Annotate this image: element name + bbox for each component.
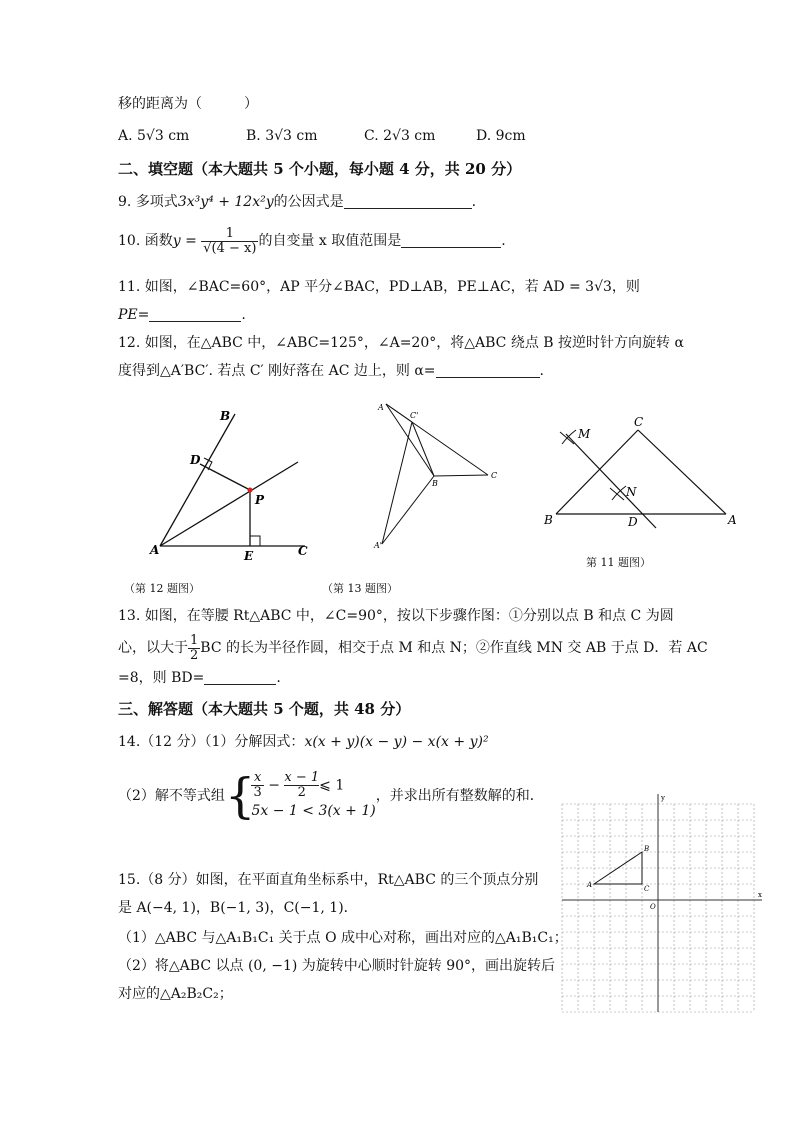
q9-post: 的公因式是 (273, 194, 344, 210)
q11-answer-blank[interactable] (149, 307, 241, 322)
q13-frac-num: 1 (190, 632, 199, 648)
fig3-label-d: D (628, 515, 638, 529)
q8-tail: 移的距离为（ ） (118, 96, 258, 112)
q13-line2 (118, 632, 708, 664)
fig1-label-e: E (244, 549, 254, 563)
fig3-caption: 第 11 题图） (586, 556, 651, 569)
fig1-label-c: C (298, 544, 308, 558)
q14-frac-a (251, 771, 263, 800)
q14-part1-label: 14.（12 分）（1）分解因式： (118, 734, 305, 750)
q13-frac-den: 2 (190, 647, 199, 663)
q13-line1 (118, 606, 674, 626)
q9-pre: 多项式 (135, 194, 178, 210)
q14-ineq1: $\frac{x}{3}$ − $\frac{x - 1}{2}$ ⩽ 1 (253, 769, 345, 800)
fig2-label-a: A (378, 403, 384, 412)
q14-frac-a-den: 3 (253, 784, 262, 800)
q14-system (251, 771, 375, 822)
q10 (118, 224, 506, 258)
section3-heading: 三、解答题（本大题共 5 个题，共 48 分） (118, 700, 411, 718)
fig3-label-a: A (728, 513, 737, 527)
q9-number: 9. (118, 194, 132, 210)
q14-ineq2 (251, 800, 375, 822)
figure-angle-bisector (140, 400, 320, 565)
point-b-label: B (644, 845, 650, 853)
fig2-label-c: C (491, 471, 498, 480)
fig1-label-d: D (190, 453, 201, 467)
q12-text2: 度得到△A′BC′. 若点 C′ 刚好落在 AC 边上，则 α= (118, 363, 436, 379)
fig3-label-b: B (544, 513, 553, 527)
x-axis-label: x (758, 891, 762, 899)
q14-brace: { (224, 768, 256, 824)
q9-answer-blank[interactable] (344, 194, 472, 209)
q10-frac-den: √(4 − x) (203, 240, 257, 256)
q10-lhs: y = (172, 233, 197, 249)
q14-frac-b-num: x − 1 (284, 769, 320, 785)
fig2-label-a-prime: A' (374, 541, 382, 550)
q14-ineq1-rel: ⩽ 1 (319, 777, 345, 793)
q12-answer-blank[interactable] (436, 363, 540, 378)
q14-part1-expr: x(x + y)(x − y) − x(x + y)² (304, 734, 489, 750)
q13-answer-blank[interactable] (204, 670, 276, 685)
q13-line3 (118, 668, 281, 688)
q11-line1 (118, 277, 640, 297)
q12-number: 12. (118, 335, 141, 351)
point-a-label: A (587, 881, 593, 889)
q10-pre: 函数 (144, 233, 173, 249)
fig1-label-a: A (150, 543, 160, 557)
fig1-caption: （第 12 题图） (124, 582, 200, 595)
fig1-label-p: P (255, 493, 265, 507)
point-c-label: C (644, 885, 650, 893)
fig1-label-b: B (220, 409, 231, 423)
q11-line2 (118, 305, 246, 325)
q11-text: 如图，∠BAC=60°，AP 平分∠BAC，PD⊥AB，PE⊥AC，若 AD = 3√3，则 (144, 279, 640, 295)
q14-part2-post: ，并求出所有整数解的和． (375, 788, 544, 804)
fig2-label-c-prime: C' (410, 411, 419, 420)
q13-end: . (276, 670, 281, 686)
fig3-label-n: N (626, 485, 637, 499)
fig3-label-m: M (578, 427, 591, 441)
q10-frac-num: 1 (225, 225, 234, 241)
fig2-label-b: B (432, 479, 438, 488)
section2-heading: 二、填空题（本大题共 5 个小题，每小题 4 分，共 20 分） (118, 160, 522, 178)
q10-end: . (501, 233, 506, 249)
q15-line2: 是 A(−4, 1)，B(−1, 3)，C(−1, 1)． (118, 900, 358, 916)
q13-number: 13. (118, 608, 141, 624)
q14-part2 (118, 762, 544, 830)
q15-line1: 15.（8 分）如图，在平面直角坐标系中，Rt△ABC 的三个顶点分别 (118, 872, 539, 888)
y-axis-label: y (661, 794, 665, 802)
q14-frac-b-den: 2 (284, 785, 319, 800)
q12-line2 (118, 361, 544, 381)
q9-expr: 3x³y⁴ + 12x²y (177, 194, 274, 210)
fig3-label-c: C (634, 415, 644, 429)
origin-label: O (650, 903, 656, 911)
q15-line4: （2）将△ABC 以点 (0, −1) 为旋转中心顺时针旋转 90°，画出旋转后 (118, 958, 556, 974)
q8-option-c: C. 2√3 cm (364, 128, 436, 144)
q11-end: . (241, 307, 246, 323)
q12-line1 (118, 333, 684, 353)
q9 (118, 192, 476, 212)
q9-end: . (471, 194, 477, 210)
q14-part2-label: （2）解不等式组 (118, 788, 225, 804)
q14-part1 (118, 732, 489, 752)
q12-end: . (539, 363, 544, 379)
q10-fraction (201, 227, 258, 256)
q15-line3: （1）△ABC 与△A₁B₁C₁ 关于点 O 成中心对称，画出对应的△A₁B₁C₁； (118, 930, 568, 946)
figure-construction (538, 410, 748, 540)
q14-frac-b (284, 771, 319, 800)
q14-ineq2-text: 5x − 1 < 3(x + 1) (251, 802, 376, 819)
q8-option-b: B. 3√3 cm (246, 128, 318, 144)
q11-pe-label: PE= (118, 307, 150, 323)
q10-number: 10. (118, 233, 141, 249)
q13-text2-post: BC 的长为半径作圆，相交于点 M 和点 N；②作直线 MN 交 AB 于点 D．若 AC (200, 640, 708, 656)
q10-answer-blank[interactable] (401, 233, 501, 248)
q13-fraction (188, 634, 200, 663)
q10-post: 的自变量 x 取值范围是 (258, 233, 402, 249)
point-p-marker (248, 488, 253, 493)
q13-text3: =8，则 BD= (118, 670, 205, 686)
figure-rotation (370, 398, 510, 553)
q8-option-d: D. 9cm (476, 128, 526, 144)
q8-option-a: A. 5√3 cm (118, 128, 190, 144)
q11-number: 11. (118, 279, 141, 295)
q14-frac-a-num: x (253, 769, 262, 785)
q13-text1: 如图，在等腰 Rt△ABC 中，∠C=90°，按以下步骤作图：①分别以点 B 和点 C 为圆 (144, 608, 674, 624)
coordinate-grid (556, 792, 778, 1036)
fig2-caption: （第 13 题图） (322, 582, 398, 595)
q12-text1: 如图，在△ABC 中，∠ABC=125°，∠A=20°，将△ABC 绕点 B 按逆时针方向旋转 α (144, 335, 684, 351)
q13-text2-pre: 心，以大于 (118, 640, 188, 656)
q15-line5: 对应的△A₂B₂C₂； (118, 986, 233, 1002)
